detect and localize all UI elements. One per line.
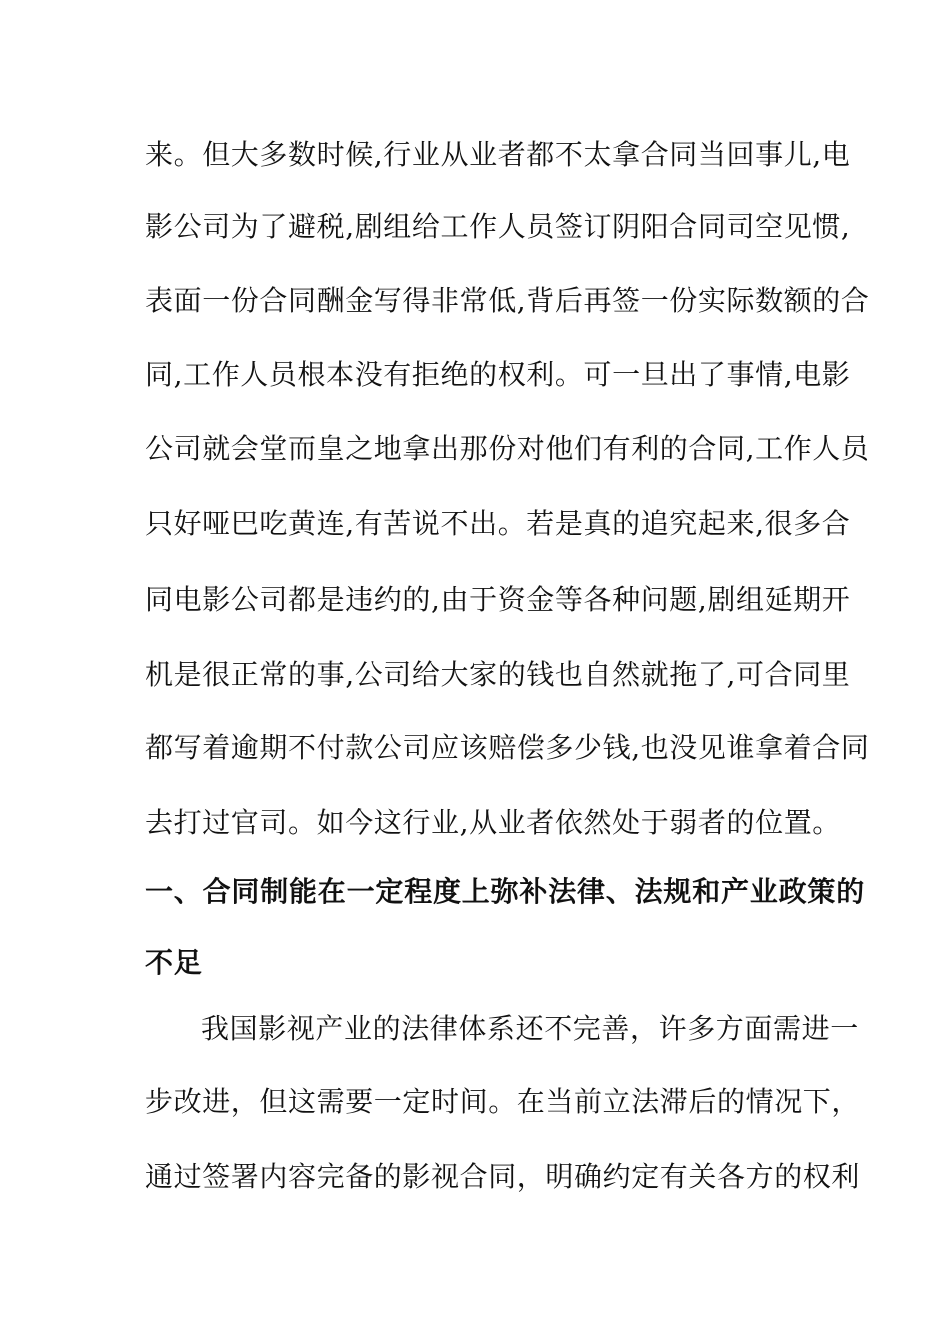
paragraph-line: 影公司为了避税,剧组给工作人员签订阴阳合同司空见惯, [145, 210, 851, 243]
paragraph-line: 来。但大多数时候,行业从业者都不太拿合同当回事儿,电 [145, 138, 851, 171]
paragraph-line: 表面一份合同酬金写得非常低,背后再签一份实际数额的合 [145, 284, 870, 317]
paragraph-line: 通过签署内容完备的影视合同，明确约定有关各方的权利 [145, 1160, 861, 1193]
paragraph-line: 同电影公司都是违约的,由于资金等各种问题,剧组延期开 [145, 583, 851, 616]
paragraph-line: 我国影视产业的法律体系还不完善，许多方面需进一 [201, 1012, 859, 1045]
paragraph-line: 去打过官司。如今这行业,从业者依然处于弱者的位置。 [145, 806, 841, 839]
paragraph-line: 同,工作人员根本没有拒绝的权利。可一旦出了事情,电影 [145, 358, 851, 391]
paragraph-line: 公司就会堂而皇之地拿出那份对他们有利的合同,工作人员 [145, 432, 870, 465]
section-heading: 不足 [145, 946, 203, 979]
paragraph-line: 只好哑巴吃黄连,有苦说不出。若是真的追究起来,很多合 [145, 507, 851, 540]
paragraph-line: 都写着逾期不付款公司应该赔偿多少钱,也没见谁拿着合同 [145, 731, 870, 764]
paragraph-line: 机是很正常的事,公司给大家的钱也自然就拖了,可合同里 [145, 658, 851, 691]
paragraph-line: 步改进，但这需要一定时间。在当前立法滞后的情况下， [145, 1085, 861, 1118]
section-heading: 一、合同制能在一定程度上弥补法律、法规和产业政策的 [145, 875, 866, 908]
